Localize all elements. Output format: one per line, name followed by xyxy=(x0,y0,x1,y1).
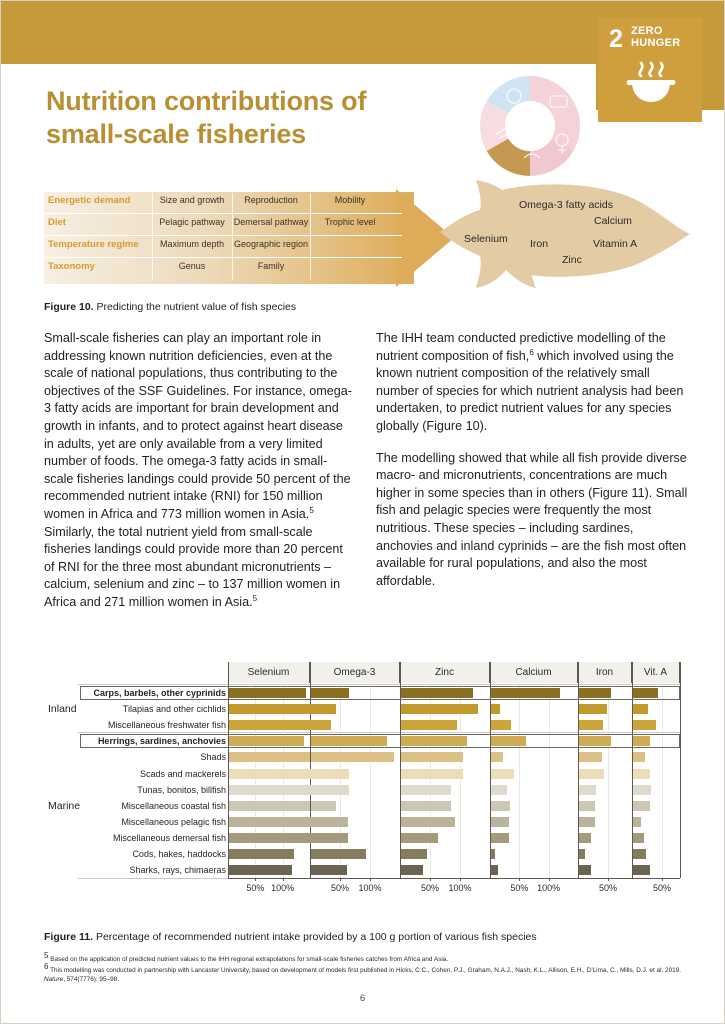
page-title-line1: Nutrition contributions of xyxy=(46,86,367,116)
chart-bar xyxy=(401,704,478,714)
chart-bar xyxy=(311,736,387,746)
chart-bar xyxy=(633,736,650,746)
figure-10-caption xyxy=(44,301,296,313)
chart-panel-label: Selenium xyxy=(247,667,290,678)
body-column-left xyxy=(44,330,356,612)
chart-panel-label: Vit. A xyxy=(643,667,668,678)
footnote-6-marker: 6 xyxy=(44,961,49,971)
chart-bar xyxy=(633,833,644,843)
footnote-5 xyxy=(44,950,684,965)
matrix-category: Energetic demand xyxy=(48,195,131,206)
footnote-6-text-a: This modelling was conducted in partnership with Lancaster University, based on development of models first published in Hicks, C.C., Cohen, P.J., Graham, N.A.J., Nash, K.L., Allison, E.H., D’Lima, C., Mills, D.J. et al. 2019. xyxy=(48,966,682,974)
fish-nutrient-omega3: Omega-3 fatty acids xyxy=(519,199,613,211)
chart-bar xyxy=(229,849,294,859)
chart-panel-header-calcium xyxy=(490,662,578,683)
chart-row-label: Miscellaneous pelagic fish xyxy=(121,816,226,827)
footnote-6-journal: Nature xyxy=(44,976,64,984)
chart-row-label: Cods, hakes, haddocks xyxy=(132,849,226,860)
chart-row-label: Sharks, rays, chimaeras xyxy=(129,865,226,876)
chart-bar xyxy=(311,769,349,779)
footnotes xyxy=(44,950,684,986)
chart-gridline xyxy=(370,685,371,878)
chart-tick-label: 100% xyxy=(358,883,382,894)
figure-11-chart xyxy=(38,655,688,923)
chart-bar xyxy=(579,769,604,779)
chart-tick-label: 100% xyxy=(271,883,295,894)
chart-bar xyxy=(579,849,585,859)
sdg-title-line2: HUNGER xyxy=(631,36,681,49)
chart-bar xyxy=(311,752,394,762)
matrix-cell: Mobility xyxy=(334,195,366,205)
chart-bar xyxy=(311,720,331,730)
matrix-row xyxy=(44,236,414,256)
left-para-part2: Similarly, the total nutrient yield from small-scale fisheries landings could provide more than 20 percent of RNI for the three most abundant micronutrients – calcium, selenium and zinc – to 137 million women in Africa and 271 million women in Asia. xyxy=(44,524,343,609)
sdg-number: 2 xyxy=(609,25,623,53)
sdg-2-badge xyxy=(598,18,702,122)
chart-bar xyxy=(229,817,311,827)
chart-bar xyxy=(311,801,336,811)
matrix-cell: Family xyxy=(257,261,285,271)
chart-bar xyxy=(633,865,650,875)
chart-bar xyxy=(229,736,304,746)
footnote-6-text-b: , 574(7776): 95–98. xyxy=(63,976,119,984)
chart-bar xyxy=(401,833,438,843)
chart-tick-label: 50% xyxy=(652,883,671,894)
right-para1-part2: which involved using the known nutrient composition of the relatively small number of species for which nutrient analysis had been undertaken, to predict nutrient values for any species globally (Figure 10). xyxy=(376,348,684,433)
chart-bar xyxy=(401,801,451,811)
footnote-ref-6: 6 xyxy=(529,347,534,357)
chart-bar xyxy=(491,801,510,811)
chart-bar xyxy=(311,704,336,714)
chart-bar xyxy=(633,801,650,811)
chart-bar xyxy=(401,736,467,746)
chart-bar xyxy=(229,752,310,762)
body-column-right xyxy=(376,330,688,604)
matrix-row xyxy=(44,214,414,234)
nutrition-wheel-icon xyxy=(476,72,584,180)
matrix-cell: Reproduction xyxy=(244,195,298,205)
fish-nutrient-calcium: Calcium xyxy=(594,215,632,227)
chart-panel-separator xyxy=(680,662,681,878)
chart-panel-header-iron xyxy=(578,662,632,683)
chart-bar xyxy=(491,785,507,795)
chart-bar xyxy=(579,817,595,827)
chart-bar xyxy=(401,865,423,875)
matrix-row xyxy=(44,192,414,212)
matrix-category: Diet xyxy=(48,217,66,228)
matrix-row xyxy=(44,258,414,278)
chart-bar xyxy=(401,688,473,698)
chart-panel-label: Iron xyxy=(595,667,614,678)
sdg-title xyxy=(631,26,680,49)
soup-bowl-icon xyxy=(622,60,680,110)
chart-bar xyxy=(229,688,306,698)
chart-bar xyxy=(229,801,310,811)
chart-bar xyxy=(633,688,658,698)
fish-nutrient-selenium: Selenium xyxy=(464,233,508,245)
chart-bar xyxy=(633,720,656,730)
chart-group-label-marine: Marine xyxy=(48,799,81,812)
chart-bar xyxy=(491,833,509,843)
chart-bar xyxy=(229,865,292,875)
matrix-cell: Demersal pathway xyxy=(233,217,309,227)
chart-bar xyxy=(401,785,451,795)
matrix-cell: Genus xyxy=(178,261,206,271)
chart-panel-header-omega-3 xyxy=(310,662,400,683)
matrix-category: Taxonomy xyxy=(48,261,95,272)
chart-tick-label: 50% xyxy=(246,883,265,894)
chart-bar xyxy=(633,752,645,762)
chart-bar xyxy=(401,817,455,827)
chart-panel-header-zinc xyxy=(400,662,490,683)
chart-row-label: Miscellaneous demersal fish xyxy=(112,832,226,843)
figure-10-caption-label: Figure 10. xyxy=(44,301,94,313)
footnote-ref-5b: 5 xyxy=(252,593,258,603)
chart-bar xyxy=(579,785,596,795)
chart-bar xyxy=(229,833,311,843)
fish-nutrient-vitamin-a: Vitamin A xyxy=(593,238,638,250)
chart-tick-label: 100% xyxy=(448,883,472,894)
chart-bar xyxy=(491,865,498,875)
chart-tick-label: 100% xyxy=(537,883,561,894)
chart-bar xyxy=(311,785,349,795)
right-para1-part1: The IHH team conducted predictive modelling of the nutrient composition of fish, xyxy=(376,331,666,363)
matrix-cell: Maximum depth xyxy=(159,239,225,249)
chart-bar xyxy=(311,849,366,859)
chart-bar xyxy=(491,752,503,762)
body-paragraph-left xyxy=(44,330,356,612)
chart-tick-label: 50% xyxy=(330,883,349,894)
sdg-title-line1: ZERO xyxy=(631,25,663,37)
chart-bar xyxy=(579,801,595,811)
chart-axis-line xyxy=(228,878,680,879)
matrix-cell: Pelagic pathway xyxy=(159,217,225,227)
chart-bar xyxy=(491,817,509,827)
figure-10-caption-text: Predicting the nutrient value of fish species xyxy=(93,301,297,313)
chart-row-label: Tilapias and other cichlids xyxy=(122,704,226,715)
figure-11-caption xyxy=(44,931,537,943)
chart-bar xyxy=(633,849,646,859)
matrix-cell: Geographic region xyxy=(233,239,309,249)
chart-bar xyxy=(579,752,602,762)
chart-bar xyxy=(579,865,591,875)
page-title-line2: small-scale fisheries xyxy=(46,119,306,149)
chart-bar xyxy=(229,720,311,730)
body-paragraph-right-1 xyxy=(376,330,688,436)
chart-panel-label: Zinc xyxy=(435,667,454,678)
footnote-6 xyxy=(44,961,684,985)
chart-tick-label: 50% xyxy=(598,883,617,894)
chart-bar xyxy=(311,833,348,843)
chart-bar xyxy=(633,785,651,795)
chart-bar xyxy=(579,704,607,714)
chart-bar xyxy=(311,817,348,827)
chart-row-label: Scads and mackerels xyxy=(139,768,226,779)
chart-bar xyxy=(491,769,514,779)
chart-panel-header-selenium xyxy=(228,662,310,683)
chart-bar xyxy=(401,769,463,779)
page-number: 6 xyxy=(359,993,366,1004)
matrix-cell: Size and growth xyxy=(159,195,225,205)
chart-bar xyxy=(579,720,603,730)
chart-panel-header-vit-a xyxy=(632,662,680,683)
body-paragraph-right-2: The modelling showed that while all fish provide diverse macro- and micronutrients, concentrations are much higher in some species than in others (Figure 11). Small fish and pelagic species were frequently the most nutritious. These species – including sardines, anchovies and inland cyprinids – are the fish most often available for rural populations, and also the most affordable. xyxy=(376,450,688,588)
chart-bar xyxy=(401,849,427,859)
chart-bar xyxy=(491,736,526,746)
chart-bar xyxy=(633,704,648,714)
chart-bar xyxy=(229,785,311,795)
matrix-cell: Trophic level xyxy=(324,217,376,227)
fish-nutrient-iron: Iron xyxy=(530,238,549,250)
chart-gridline xyxy=(519,685,520,878)
chart-row-label: Miscellaneous coastal fish xyxy=(121,800,226,811)
chart-gridline xyxy=(662,685,663,878)
chart-row-label: Tunas, bonitos, billfish xyxy=(137,784,226,795)
chart-bar xyxy=(633,769,650,779)
footnote-5-marker: 5 xyxy=(44,950,49,960)
chart-bar xyxy=(491,849,495,859)
chart-panel-label: Calcium xyxy=(515,667,552,678)
chart-row-label: Carps, barbels, other cyprinids xyxy=(93,688,226,699)
chart-bar xyxy=(579,833,591,843)
footnote-ref-5a: 5 xyxy=(309,505,314,515)
chart-panel-label: Omega-3 xyxy=(333,667,376,678)
chart-bar xyxy=(401,720,457,730)
chart-bar xyxy=(633,817,641,827)
chart-group-divider xyxy=(78,684,680,685)
footnote-5-text: Based on the application of predicted nutrient values to the IHH regional extrapolations for small-scale fisheries catches from Africa and Asia. xyxy=(48,956,449,963)
chart-tick-label: 50% xyxy=(420,883,439,894)
figure-11-caption-text: Percentage of recommended nutrient intake provided by a 100 g portion of various fish species xyxy=(93,931,537,943)
chart-bar xyxy=(579,688,611,698)
matrix-category: Temperature regime xyxy=(48,239,139,250)
left-para-part1: Small-scale fisheries can play an important role in addressing known nutrition deficiencies, even at the scale of national populations, thus contributing to the objectives of the SSF Guidelines. For instance, omega-3 fatty acids are important for brain development and growth in infants, and to protect against heart disease in adults, yet are only available from a very limited number of foods. The omega-3 fatty acids in small-scale fisheries landings could provide 50 percent of the recommended nutrient intake (RNI) for 150 million women in Africa and 773 million women in Asia. xyxy=(44,331,352,521)
figure-11-caption-label: Figure 11. xyxy=(44,931,94,943)
chart-bar xyxy=(579,736,611,746)
chart-group-label-inland: Inland xyxy=(48,703,77,716)
chart-bar xyxy=(491,704,500,714)
fish-nutrient-zinc: Zinc xyxy=(562,254,582,266)
chart-gridline xyxy=(549,685,550,878)
fish-diagram xyxy=(432,178,694,290)
chart-gridline xyxy=(608,685,609,878)
chart-bar xyxy=(229,769,311,779)
chart-bar xyxy=(311,865,347,875)
chart-bar xyxy=(401,752,463,762)
chart-bar xyxy=(311,688,349,698)
page-title xyxy=(46,85,466,151)
chart-bar xyxy=(491,720,511,730)
chart-row-label: Herrings, sardines, anchovies xyxy=(97,736,226,747)
chart-row-label: Miscellaneous freshwater fish xyxy=(107,720,226,731)
chart-row-label: Shads xyxy=(200,752,226,763)
chart-bar xyxy=(491,688,560,698)
chart-tick-label: 50% xyxy=(510,883,529,894)
chart-bar xyxy=(229,704,311,714)
